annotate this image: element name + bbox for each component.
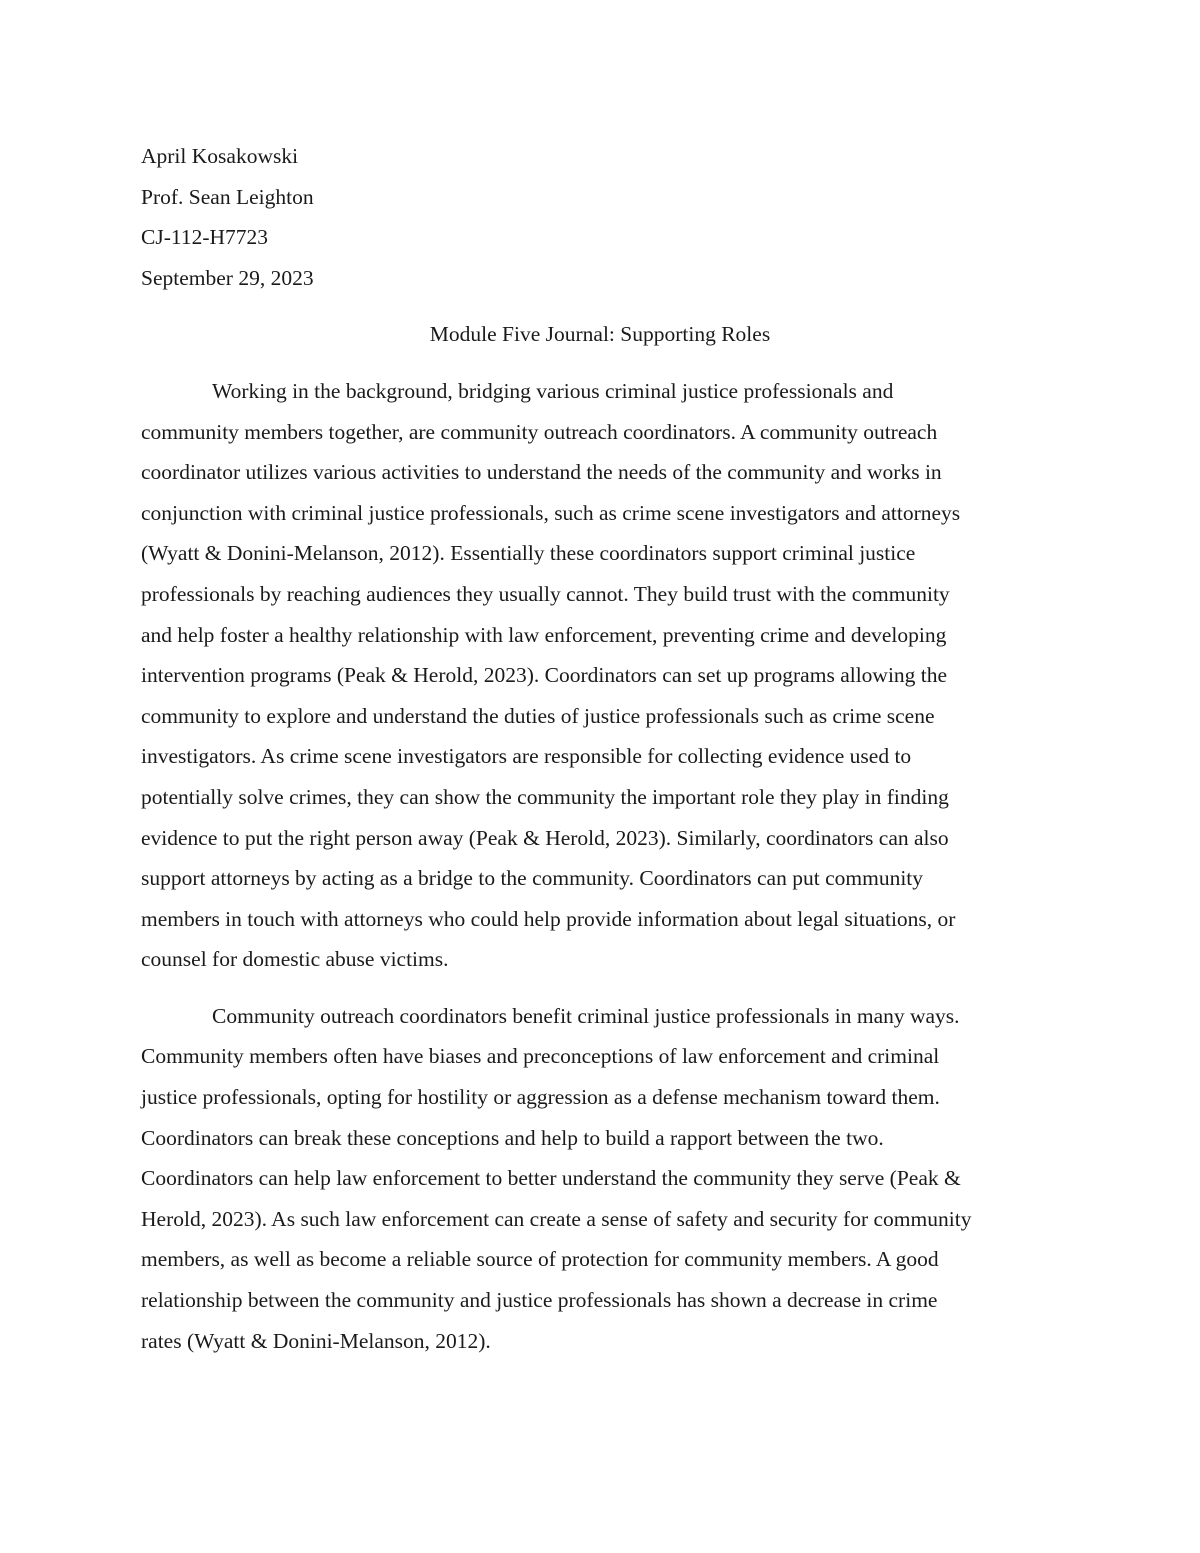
paragraph-line: evidence to put the right person away (Peak & Herold, 2023). Similarly, coordinators can also xyxy=(141,825,949,850)
paragraph-line: (Wyatt & Donini-Melanson, 2012). Essentially these coordinators support criminal justice xyxy=(141,541,916,566)
paragraph-line: intervention programs (Peak & Herold, 2023). Coordinators can set up programs allowing the xyxy=(141,663,948,688)
document-content xyxy=(141,136,1059,1361)
course-code: CJ-112-H7723 xyxy=(141,225,269,250)
paragraph-line: justice professionals, opting for hostility or aggression as a defense mechanism toward them. xyxy=(141,1085,940,1110)
paragraph-line: rates (Wyatt & Donini-Melanson, 2012). xyxy=(141,1328,491,1353)
body-paragraph-1 xyxy=(141,371,1059,980)
paragraph-line: counsel for domestic abuse victims. xyxy=(141,947,449,972)
professor-name: Prof. Sean Leighton xyxy=(141,184,314,209)
paragraph-line: community to explore and understand the duties of justice professionals such as crime scene xyxy=(141,703,935,728)
paragraph-line: Herold, 2023). As such law enforcement can create a sense of safety and security for community xyxy=(141,1206,972,1231)
document-title: Module Five Journal: Supporting Roles xyxy=(429,322,771,347)
paragraph-line: Working in the background, bridging various criminal justice professionals and xyxy=(212,378,894,403)
paragraph-line: coordinator utilizes various activities to understand the needs of the community and works in xyxy=(141,460,942,485)
paragraph-line: relationship between the community and justice professionals has shown a decrease in crime xyxy=(141,1288,938,1313)
paragraph-line: and help foster a healthy relationship with law enforcement, preventing crime and developing xyxy=(141,622,947,647)
paragraph-line: support attorneys by acting as a bridge to the community. Coordinators can put community xyxy=(141,866,924,891)
paragraph-line: investigators. As crime scene investigators are responsible for collecting evidence used to xyxy=(141,744,912,769)
paragraph-line: conjunction with criminal justice professionals, such as crime scene investigators and attorneys xyxy=(141,500,961,525)
paragraph-line: potentially solve crimes, they can show the community the important role they play in finding xyxy=(141,784,949,809)
submission-date: September 29, 2023 xyxy=(141,265,314,290)
paragraph-line: Community outreach coordinators benefit criminal justice professionals in many ways. xyxy=(212,1003,960,1028)
paragraph-line: members, as well as become a reliable source of protection for community members. A good xyxy=(141,1247,939,1272)
paragraph-line: Coordinators can break these conceptions and help to build a rapport between the two. xyxy=(141,1125,884,1150)
paragraph-line: Community members often have biases and preconceptions of law enforcement and criminal xyxy=(141,1044,940,1069)
author-name: April Kosakowski xyxy=(141,144,299,168)
paragraph-line: professionals by reaching audiences they usually cannot. They build trust with the community xyxy=(141,581,950,606)
paragraph-line: community members together, are community outreach coordinators. A community outreach xyxy=(141,419,938,444)
paragraph-line: Coordinators can help law enforcement to better understand the community they serve (Peak & xyxy=(141,1166,961,1191)
body-paragraph-2 xyxy=(141,996,1059,1361)
paragraph-line: members in touch with attorneys who could help provide information about legal situations, or xyxy=(141,906,956,931)
